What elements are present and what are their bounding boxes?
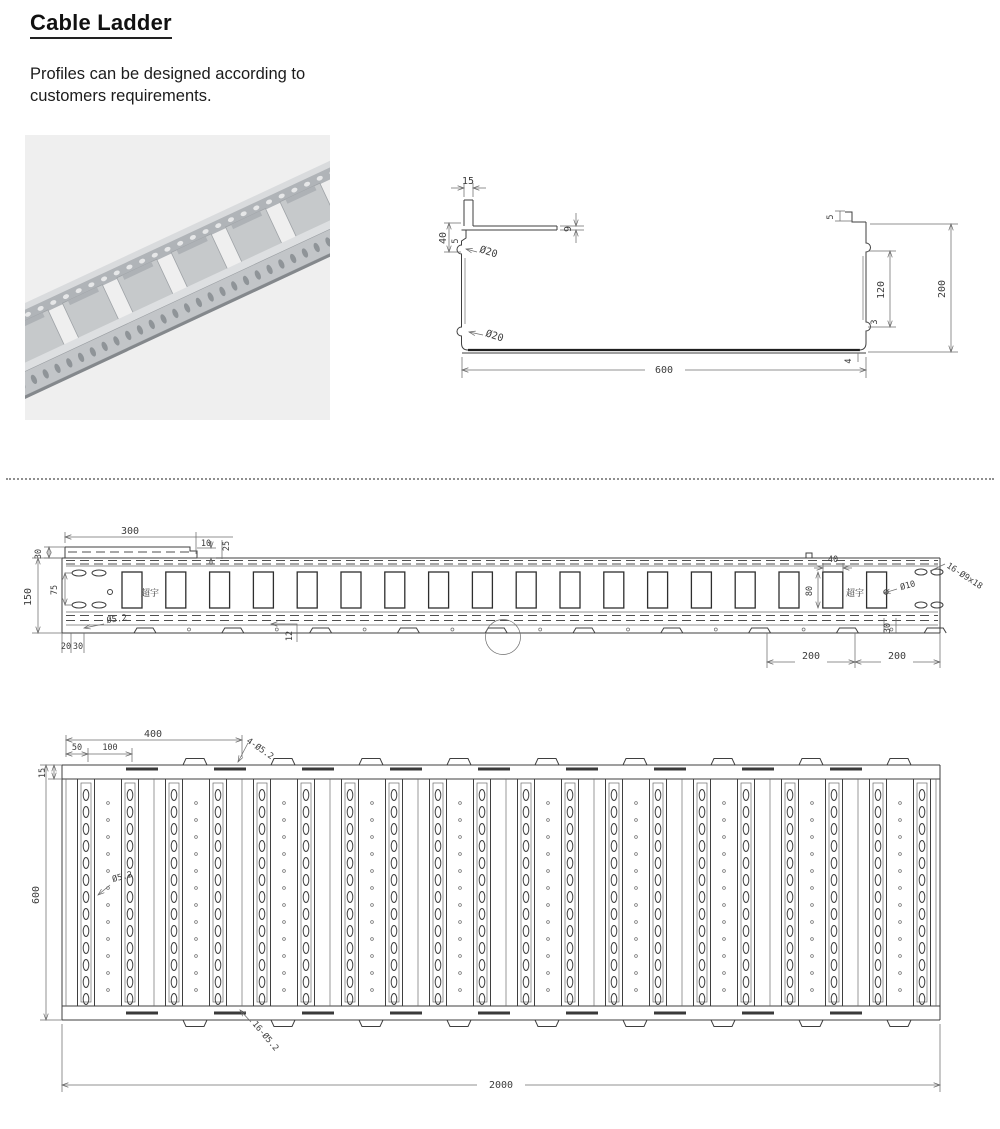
rung xyxy=(166,779,183,1006)
dim-flange-drop: 40 xyxy=(438,231,449,245)
rung-slots xyxy=(122,572,887,608)
tray-outline xyxy=(62,765,940,1020)
rung xyxy=(254,779,271,1006)
dim-end-holes: 16-Ø9x18 xyxy=(944,561,985,592)
dim-end-offset: 30 xyxy=(72,642,84,652)
dim-bottom-holes: 16-Ø5.2 xyxy=(249,1019,281,1054)
dim-span: 400 xyxy=(143,729,163,740)
rung xyxy=(474,779,491,1006)
dim-step: 10 xyxy=(200,539,212,549)
product-photo xyxy=(25,135,330,420)
dim-right-step: 5 xyxy=(826,214,836,220)
top-view-drawing xyxy=(28,710,972,1105)
dim-tab-inset: 30 xyxy=(883,622,893,634)
dim-tab-offset: 12 xyxy=(285,630,295,642)
rung xyxy=(430,779,447,1006)
dimension-labels xyxy=(438,176,948,376)
rung xyxy=(738,779,755,1006)
separator-line xyxy=(6,478,994,480)
page-title: Cable Ladder xyxy=(30,10,172,39)
brand-mark-right: 超宇 xyxy=(845,589,865,599)
dim-corner-holes: 4-Ø5.2 xyxy=(244,736,276,763)
side-view-drawing xyxy=(18,515,1000,675)
dim-left-step: 5 xyxy=(451,238,461,244)
bottom-tabs xyxy=(134,628,946,633)
dim-end-margin: 20 xyxy=(60,642,72,652)
dim-hole-small: Ø5.2 xyxy=(106,613,128,626)
page-description: Profiles can be designed according to customers requirements. xyxy=(30,65,306,105)
dim-wall-mid: 120 xyxy=(876,280,887,300)
dim-lip-return: 9 xyxy=(563,225,574,233)
dim-hole-mid: Ø10 xyxy=(899,579,917,593)
rung xyxy=(210,779,227,1006)
dim-slot-height: 80 xyxy=(805,585,815,597)
dim-pitch-left: 200 xyxy=(801,651,821,662)
brand-mark-left: 超宇 xyxy=(140,589,160,599)
dim-splice-length: 300 xyxy=(120,526,140,537)
rung xyxy=(518,779,535,1006)
dim-width: 600 xyxy=(31,885,42,905)
rung xyxy=(386,779,403,1006)
dim-splice-height: 30 xyxy=(34,548,44,560)
dim-hole-upper: Ø20 xyxy=(478,244,499,261)
dim-pitch-right: 200 xyxy=(887,651,907,662)
rung xyxy=(826,779,843,1006)
hole-dot-columns xyxy=(107,802,902,992)
rung xyxy=(562,779,579,1006)
dim-rail-width: 15 xyxy=(38,767,48,779)
dim-lip-width: 15 xyxy=(461,176,475,187)
dim-height: 150 xyxy=(23,587,34,607)
rail-band-marks xyxy=(126,759,911,1027)
dim-wall-inset: 3 xyxy=(870,319,880,325)
rung xyxy=(782,779,799,1006)
rung xyxy=(694,779,711,1006)
rung xyxy=(298,779,315,1006)
rung xyxy=(122,779,139,1006)
rung xyxy=(870,779,887,1006)
dim-slot-span: 75 xyxy=(50,584,60,596)
rung xyxy=(342,779,359,1006)
dim-offset: 25 xyxy=(222,540,232,552)
rung xyxy=(914,779,931,1006)
dim-rung-pitch: 100 xyxy=(102,743,118,753)
dim-hole: Ø5.2 xyxy=(111,869,134,885)
dim-slot-width: 40 xyxy=(827,555,839,565)
dim-edge-to-rung: 50 xyxy=(71,743,83,753)
rung xyxy=(78,779,95,1006)
profile-outline xyxy=(457,200,871,353)
dim-height: 200 xyxy=(937,279,948,299)
dim-thickness: 4 xyxy=(844,358,854,364)
rung xyxy=(650,779,667,1006)
dimension-lines xyxy=(444,183,958,378)
dim-width: 600 xyxy=(654,365,674,376)
rung-array xyxy=(78,779,931,1006)
dim-length: 2000 xyxy=(488,1080,514,1091)
cable-ladder-render xyxy=(25,135,330,420)
dim-hole-lower: Ø20 xyxy=(484,328,505,345)
cross-section-drawing xyxy=(430,172,975,390)
rung xyxy=(606,779,623,1006)
